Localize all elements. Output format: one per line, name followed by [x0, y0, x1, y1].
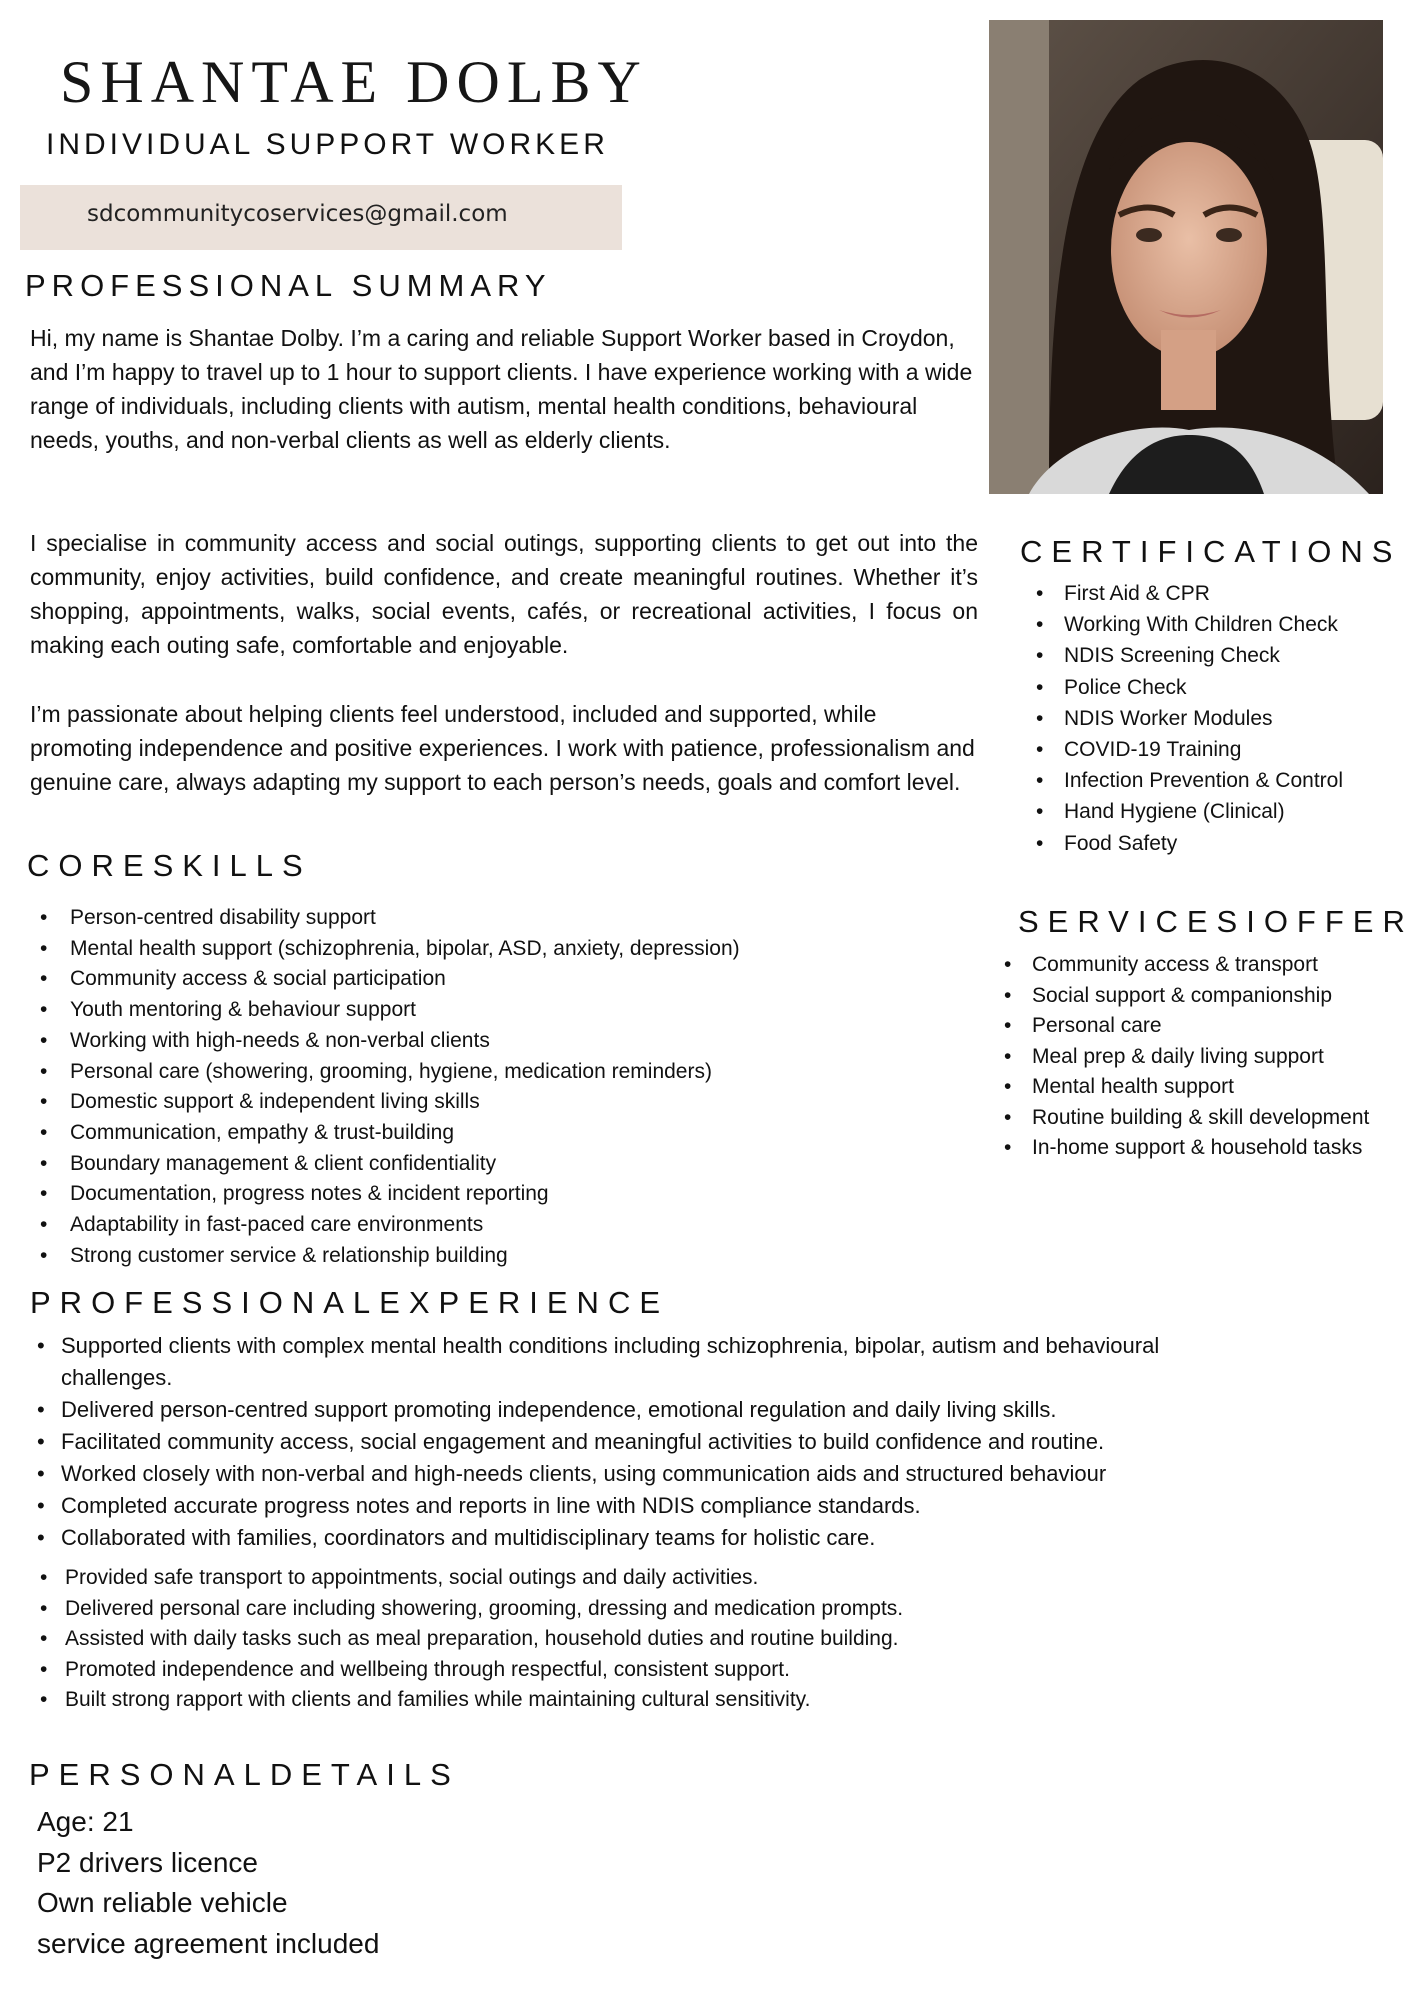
- list-item: • Meal prep & daily living support: [996, 1042, 1415, 1073]
- list-item: • Infection Prevention & Control: [1030, 765, 1410, 796]
- list-item: • Working with high-needs & non-verbal clients: [30, 1026, 980, 1057]
- list-item: • Boundary management & client confidentiality: [30, 1149, 980, 1180]
- list-item: • Completed accurate progress notes and reports in line with NDIS compliance standards.: [30, 1490, 1330, 1522]
- list-item: • Youth mentoring & behaviour support: [30, 995, 980, 1026]
- list-item: • Communication, empathy & trust-building: [30, 1118, 980, 1149]
- list-item: • NDIS Worker Modules: [1030, 703, 1410, 734]
- list-item: • Built strong rapport with clients and families while maintaining cultural sensitivity.: [30, 1685, 1330, 1716]
- list-item: • Community access & social participation: [30, 964, 980, 995]
- core-skills-heading: CORESKILLS: [27, 848, 312, 883]
- list-item: • Documentation, progress notes & incident reporting: [30, 1179, 980, 1210]
- list-item: • COVID-19 Training: [1030, 734, 1410, 765]
- list-item: • Working With Children Check: [1030, 609, 1410, 640]
- personal-details-list: [37, 1802, 379, 1964]
- list-item: • Assisted with daily tasks such as meal preparation, household duties and routine building.: [30, 1624, 1330, 1655]
- summary-paragraph-1: Hi, my name is Shantae Dolby. I’m a caring and reliable Support Worker based in Croydon, and I’m happy to travel up to 1 hour to support clients. I have experience working with a wide range of individuals, including clients with autism, mental health conditions, behavioural needs, youths, and non-verbal clients as well as elderly clients.: [30, 325, 973, 453]
- detail-age: Age: 21: [37, 1806, 134, 1837]
- list-item: • Community access & transport: [996, 950, 1415, 981]
- resume-name: SHANTAE DOLBY: [60, 49, 648, 115]
- summary-paragraph-2: I specialise in community access and social outings, supporting clients to get out into the community, enjoy activities, build confidence, and create meaningful routines. Whether it’s shopping, appointments, walks, social events, cafés, or recreational activities, I focus on making each outing safe, comfortable and enjoyable.: [30, 530, 978, 658]
- list-item: • Worked closely with non-verbal and high-needs clients, using communication aids and structured behaviour: [30, 1458, 1330, 1490]
- job-title: INDIVIDUAL SUPPORT WORKER: [46, 128, 609, 161]
- certifications-heading: CERTIFICATIONS: [1020, 534, 1402, 569]
- email-banner: [20, 185, 622, 250]
- list-item: • First Aid & CPR: [1030, 578, 1410, 609]
- list-item: • Personal care: [996, 1011, 1415, 1042]
- list-item: • Mental health support (schizophrenia, bipolar, ASD, anxiety, depression): [30, 934, 980, 965]
- list-item: • Supported clients with complex mental health conditions including schizophrenia, bipolar, autism and behavioural challenges.: [30, 1330, 1276, 1394]
- list-item: • Delivered personal care including showering, grooming, dressing and medication prompts.: [30, 1594, 1330, 1625]
- certifications-list: [1030, 578, 1410, 859]
- list-item: • Promoted independence and wellbeing through respectful, consistent support.: [30, 1655, 1330, 1686]
- experience-list-1: [30, 1330, 1330, 1554]
- profile-photo: [989, 20, 1383, 494]
- list-item: • Personal care (showering, grooming, hygiene, medication reminders): [30, 1057, 980, 1088]
- experience-list-2: [30, 1563, 1330, 1716]
- list-item: • Delivered person-centred support promoting independence, emotional regulation and daily living skills.: [30, 1394, 1330, 1426]
- profile-photo-illustration: [989, 20, 1383, 494]
- experience-heading: PROFESSIONALEXPERIENCE: [30, 1285, 670, 1320]
- list-item: • In-home support & household tasks: [996, 1133, 1415, 1164]
- services-list: [996, 950, 1415, 1164]
- list-item: • Routine building & skill development: [996, 1103, 1415, 1134]
- list-item: • Provided safe transport to appointments, social outings and daily activities.: [30, 1563, 1330, 1594]
- list-item: • Social support & companionship: [996, 981, 1415, 1012]
- list-item: • Strong customer service & relationship building: [30, 1241, 980, 1272]
- list-item: • Domestic support & independent living skills: [30, 1087, 980, 1118]
- list-item: • Collaborated with families, coordinators and multidisciplinary teams for holistic care.: [30, 1522, 1330, 1554]
- detail-agreement: service agreement included: [37, 1927, 380, 1959]
- summary-paragraph-3: I’m passionate about helping clients feel understood, included and supported, while promoting independence and positive experiences. I work with patience, professionalism and genuine care, always adapting my support to each person’s needs, goals and comfort level.: [30, 701, 975, 795]
- list-item: • Person-centred disability support: [30, 903, 980, 934]
- list-item: • Food Safety: [1030, 828, 1410, 859]
- list-item: • Facilitated community access, social engagement and meaningful activities to build confidence and routine.: [30, 1426, 1330, 1458]
- core-skills-list: [30, 903, 980, 1271]
- services-heading: SERVICESIOFFER: [1018, 904, 1414, 939]
- detail-vehicle: Own reliable vehicle: [37, 1887, 288, 1918]
- list-item: • Adaptability in fast-paced care environments: [30, 1210, 980, 1241]
- list-item: • Police Check: [1030, 672, 1410, 703]
- list-item: • Hand Hygiene (Clinical): [1030, 796, 1410, 827]
- email-address[interactable]: sdcommunitycoservices@gmail.com: [87, 201, 508, 227]
- list-item: • NDIS Screening Check: [1030, 640, 1410, 671]
- personal-details-heading: PERSONALDETAILS: [29, 1757, 460, 1792]
- detail-licence: P2 drivers licence: [37, 1846, 258, 1878]
- list-item: • Mental health support: [996, 1072, 1415, 1103]
- summary-heading: PROFESSIONAL SUMMARY: [25, 268, 552, 303]
